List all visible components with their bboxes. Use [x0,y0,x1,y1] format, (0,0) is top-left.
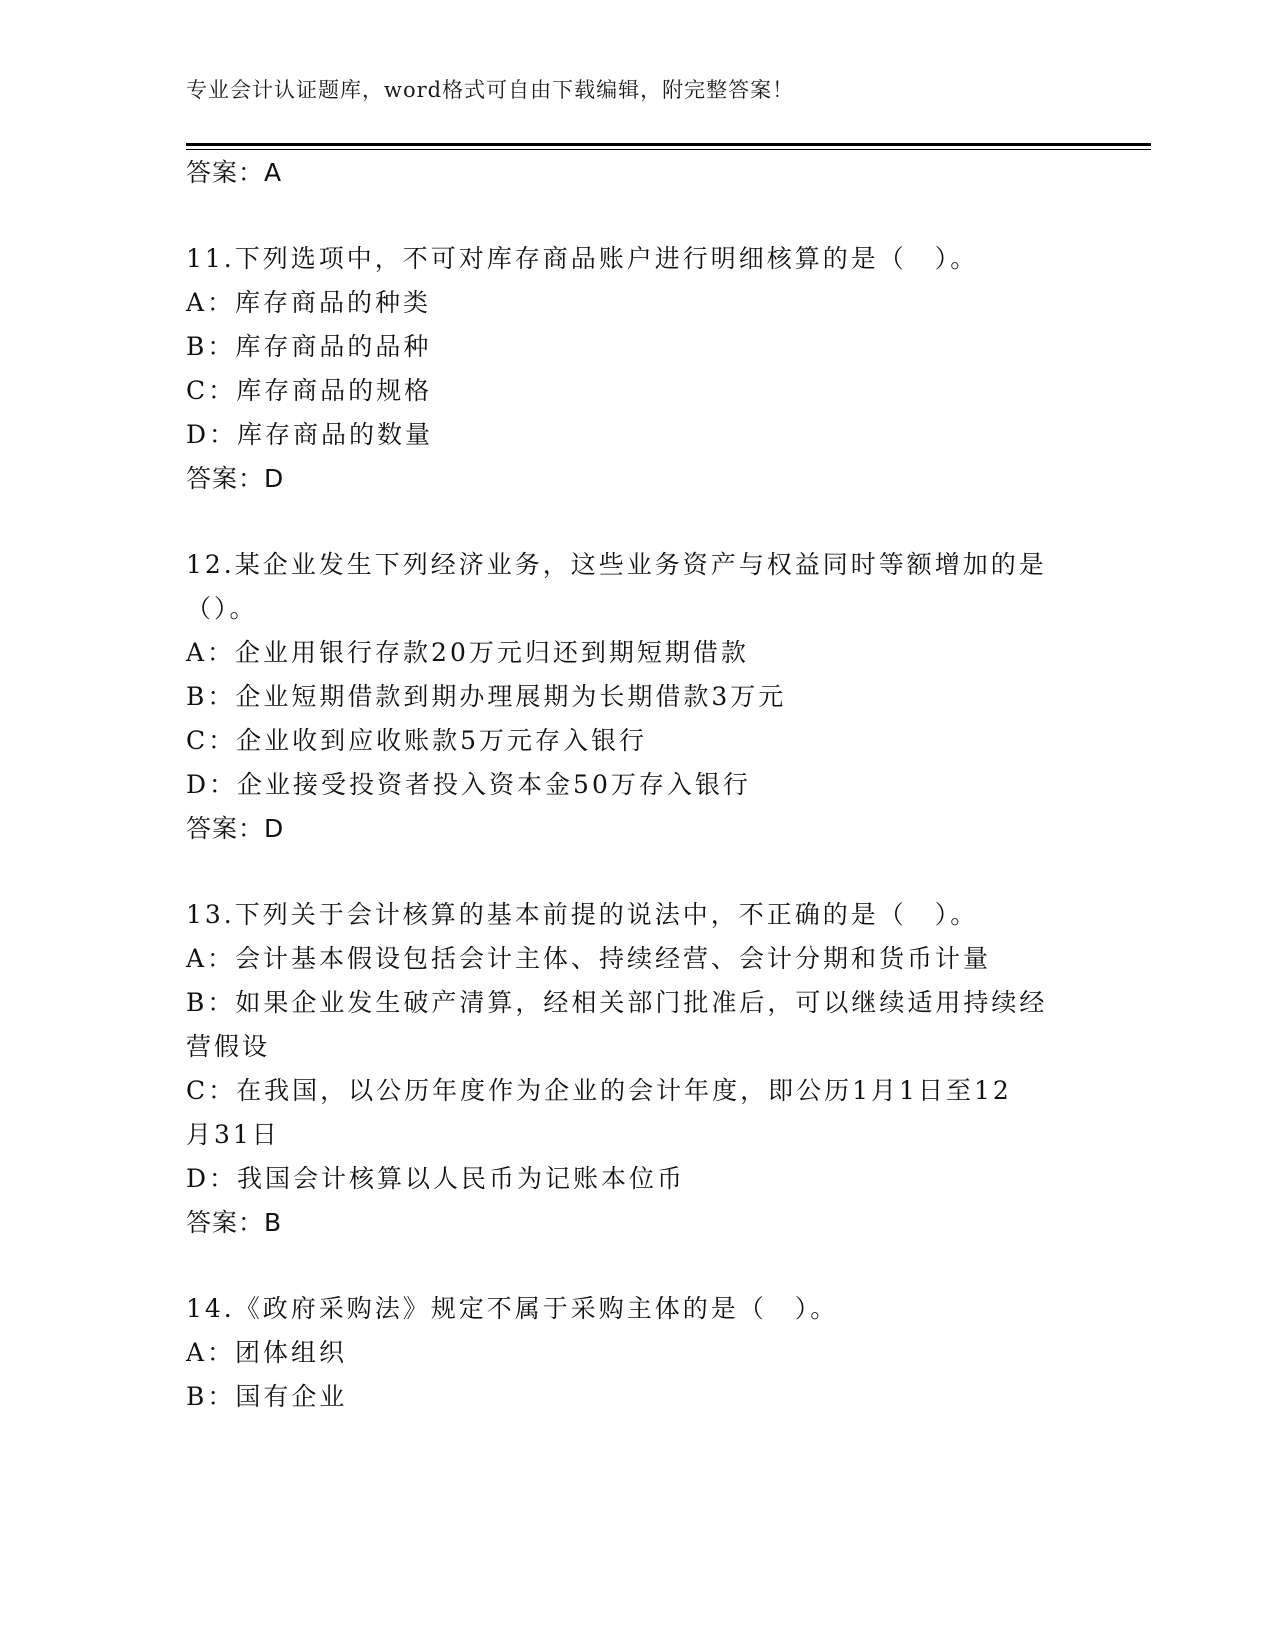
question-11-stem: 11.下列选项中，不可对库存商品账户进行明细核算的是（ ）。 [186,244,979,273]
answer-12: 答案：D [186,814,285,843]
question-13-option-c-line-1: C：在我国，以公历年度作为企业的会计年度，即公历1月1日至12 [186,1076,1012,1105]
question-11-option-d: D：库存商品的数量 [186,420,434,449]
question-13-stem: 13.下列关于会计核算的基本前提的说法中，不正确的是（ ）。 [186,900,979,929]
question-12-option-b: B：企业短期借款到期办理展期为长期借款3万元 [186,682,787,711]
question-14-stem: 14.《政府采购法》规定不属于采购主体的是（ ）。 [186,1294,839,1323]
question-13-option-b-line-2: 营假设 [186,1032,271,1061]
answer-11: 答案：D [186,464,285,493]
question-12-option-c: C：企业收到应收账款5万元存入银行 [186,726,648,755]
header-rule-thick [186,143,1151,146]
header-rule-thin [186,149,1151,150]
question-11-option-b: B：库存商品的品种 [186,332,432,361]
question-13-option-b-line-1: B：如果企业发生破产清算，经相关部门批准后，可以继续适用持续经 [186,988,1048,1017]
question-11-option-a: A：库存商品的种类 [186,288,432,317]
question-14-option-b: B：国有企业 [186,1382,348,1411]
page-header: 专业会计认证题库，word格式可自由下载编辑，附完整答案！ [186,78,795,102]
question-12-stem-line-1: 12.某企业发生下列经济业务，这些业务资产与权益同时等额增加的是 [186,550,1047,579]
question-12-option-a: A：企业用银行存款20万元归还到期短期借款 [186,638,749,667]
question-13-option-a: A：会计基本假设包括会计主体、持续经营、会计分期和货币计量 [186,944,992,973]
question-14-option-a: A：团体组织 [186,1338,348,1367]
question-11-option-c: C：库存商品的规格 [186,376,433,405]
question-13-option-d: D：我国会计核算以人民币为记账本位币 [186,1164,686,1193]
answer-10: 答案：A [186,158,283,187]
question-12-option-d: D：企业接受投资者投入资本金50万存入银行 [186,770,751,799]
question-13-option-c-line-2: 月31日 [186,1120,280,1149]
question-12-stem-line-2: （）。 [186,594,258,623]
answer-13: 答案：B [186,1208,283,1237]
